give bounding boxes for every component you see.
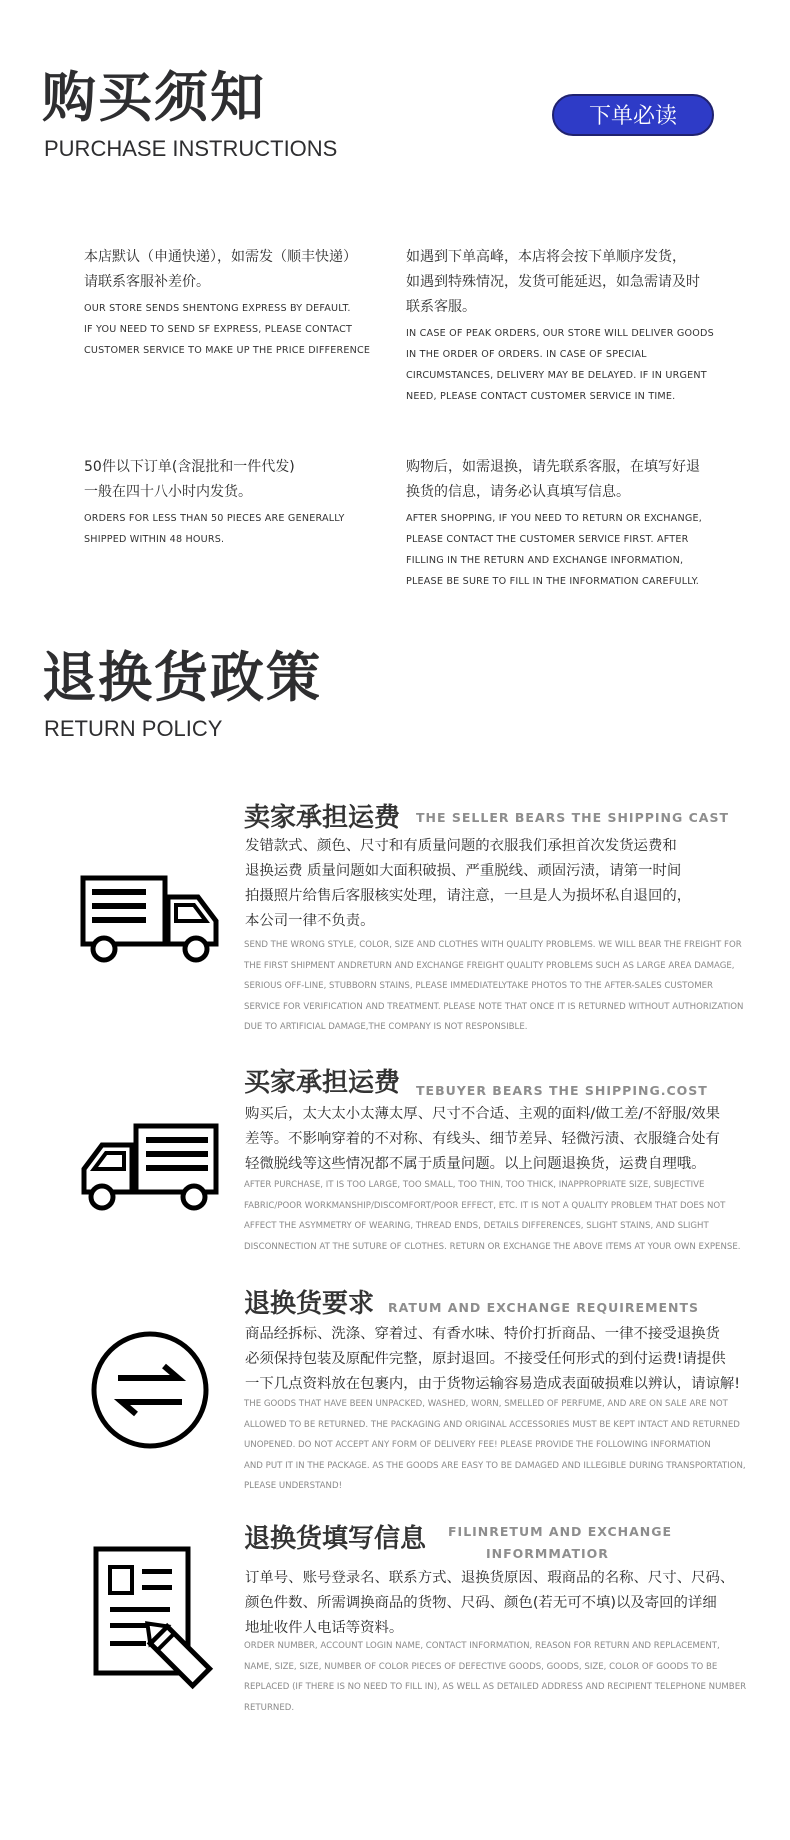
policy-en-line: ALLOWED TO BE RETURNED. THE PACKAGING AND ORIGINAL ACCESSORIES MUST BE KEPT INTACT AND RETURNED <box>244 1419 740 1430</box>
policy-cn-line: 一下几点资料放在包裹内，由于货物运输容易造成表面破损难以辨认，请谅解! <box>245 1376 741 1392</box>
policy-title-en: RATUM AND EXCHANGE REQUIREMENTS <box>388 1300 700 1315</box>
policy-en-line: THE GOODS THAT HAVE BEEN UNPACKED, WASHED, WORN, SMELLED OF PERFUME, AND ARE ON SALE ARE NOT <box>244 1399 728 1409</box>
policy-en-line: SERIOUS OFF-LINE, STUBBORN STAINS, PLEASE IMMEDIATELYTAKE PHOTOS TO THE AFTER-SALES CUSTOMER <box>244 981 714 991</box>
instruction-en-line: ORDERS FOR LESS THAN 50 PIECES ARE GENERALLY <box>84 513 345 524</box>
policy-cn-line: 差等。不影响穿着的不对称、有线头、细节差异、轻微污渍、衣服缝合处有 <box>245 1131 720 1147</box>
policy-en-text <box>244 1394 746 1497</box>
instruction-en-line: OUR STORE SENDS SHENTONG EXPRESS BY DEFAULT. <box>84 303 351 314</box>
instruction-cn-line: 换货的信息，请务必认真填写信息。 <box>406 484 630 500</box>
policy-cn-text <box>245 834 691 934</box>
policy-title-en: THE SELLER BEARS THE SHIPPING CAST <box>416 810 730 825</box>
page-title: 购买须知 <box>42 66 266 129</box>
policy-cn-line: 发错款式、颜色、尺寸和有质量问题的衣服我们承担首次发货运费和 <box>245 838 677 854</box>
policy-cn-line: 轻微脱线等这些情况都不属于质量问题。以上问题退换货，运费自理哦。 <box>245 1156 706 1172</box>
delivery-truck-icon <box>80 875 220 965</box>
policy-en-line: RETURNED. <box>244 1702 295 1713</box>
instruction-en-line: PLEASE CONTACT THE CUSTOMER SERVICE FIRST. AFTER <box>406 534 689 545</box>
policy-title-en: TEBUYER BEARS THE SHIPPING.COST <box>416 1083 708 1098</box>
policy-title: 退换货填写信息 <box>244 1524 427 1554</box>
policy-en-line: DUE TO ARTIFICIAL DAMAGE,THE COMPANY IS NOT RESPONSIBLE. <box>244 1022 528 1032</box>
form-pencil-icon <box>92 1545 214 1693</box>
policy-cn-line: 本公司一律不负责。 <box>245 913 375 929</box>
policy-en-line: NAME, SIZE, SIZE, NUMBER OF COLOR PIECES OF DEFECTIVE GOODS, GOODS, SIZE, COLOR OF GOODS TO BE <box>244 1661 718 1672</box>
policy-cn-text <box>245 1322 740 1397</box>
instruction-en-line: IF YOU NEED TO SEND SF EXPRESS, PLEASE CONTACT <box>84 324 353 335</box>
policy-cn-line: 地址收件人电话等资料。 <box>245 1620 404 1636</box>
policy-en-line: DISCONNECTION AT THE SUTURE OF CLOTHES. RETURN OR EXCHANGE THE ABOVE ITEMS AT YOUR OWN EXPENSE. <box>244 1241 741 1252</box>
exchange-arrows-icon <box>90 1330 210 1450</box>
policy-cn-line: 退换运费 质量问题如大面积破损、严重脱线、顽固污渍，请第一时间 <box>245 863 682 879</box>
policy-en-line: ORDER NUMBER, ACCOUNT LOGIN NAME, CONTACT INFORMATION, REASON FOR RETURN AND REPLACEMENT, <box>244 1641 720 1651</box>
instruction-block-1 <box>84 245 376 361</box>
instruction-en-line: AFTER SHOPPING, IF YOU NEED TO RETURN OR EXCHANGE, <box>406 513 702 524</box>
policy-cn-line: 必须保持包装及原配件完整，原封退回。不接受任何形式的到付运费!请提供 <box>245 1351 726 1367</box>
policy-cn-line: 订单号、账号登录名、联系方式、退换货原因、瑕商品的名称、尺寸、尺码、 <box>245 1570 735 1586</box>
policy-title: 卖家承担运费 <box>244 803 401 833</box>
policy-en-line: AFFECT THE ASYMMETRY OF WEARING, THREAD ENDS, DETAILS DIFFERENCES, SLIGHT STAINS, AND SLIGHT <box>244 1221 709 1231</box>
policy-cn-text <box>245 1102 720 1177</box>
instruction-cn-line: 如遇到特殊情况，发货可能延迟，如急需请及时 <box>406 274 700 290</box>
policy-title-en: INFORMMATIOR <box>486 1546 609 1561</box>
instruction-en-line: SHIPPED WITHIN 48 HOURS. <box>84 534 225 545</box>
policy-title: 买家承担运费 <box>244 1068 401 1098</box>
instruction-en-line: IN CASE OF PEAK ORDERS, OUR STORE WILL DELIVER GOODS <box>406 328 714 339</box>
policy-title-en: FILINRETUM AND EXCHANGE <box>448 1524 673 1539</box>
must-read-button[interactable]: 下单必读 <box>552 94 714 136</box>
policy-en-text <box>244 1175 741 1257</box>
policy-en-line: THE FIRST SHIPMENT ANDRETURN AND EXCHANGE FREIGHT QUALITY PROBLEMS SUCH AS LARGE AREA DAMAGE, <box>244 960 735 971</box>
instruction-en-line: CIRCUMSTANCES, DELIVERY MAY BE DELAYED. IF IN URGENT <box>406 370 707 381</box>
return-policy-title: 退换货政策 <box>42 646 322 709</box>
instruction-cn-line: 本店默认（申通快递），如需发（顺丰快递） <box>84 249 357 265</box>
instruction-block-2 <box>406 245 714 407</box>
policy-en-line: AFTER PURCHASE, IT IS TOO LARGE, TOO SMALL, TOO THIN, TOO THICK, INAPPROPRIATE SIZE, SUBJECTIVE <box>244 1180 705 1190</box>
policy-cn-line: 购买后，太大太小太薄太厚、尺寸不合适、主观的面料/做工差/不舒服/效果 <box>245 1106 721 1122</box>
instruction-block-3 <box>84 455 376 550</box>
cargo-truck-icon <box>80 1123 220 1213</box>
instruction-block-4 <box>406 455 702 592</box>
policy-en-text <box>244 1636 746 1718</box>
policy-en-line: FABRIC/POOR WORKMANSHIP/DISCOMFORT/POOR EFFECT, ETC. IT IS NOT A QUALITY PROBLEM THAT DOES NOT <box>244 1200 726 1211</box>
instruction-en-line: IN THE ORDER OF ORDERS. IN CASE OF SPECIAL <box>406 349 647 360</box>
instruction-en-line: FILLING IN THE RETURN AND EXCHANGE INFORMATION, <box>406 555 684 566</box>
return-policy-subtitle: RETURN POLICY <box>44 716 223 741</box>
policy-en-line: PLEASE UNDERSTAND! <box>244 1481 343 1491</box>
policy-cn-line: 颜色件数、所需调换商品的货物、尺码、颜色(若无可不填)以及寄回的详细 <box>245 1595 717 1611</box>
page-subtitle: PURCHASE INSTRUCTIONS <box>44 136 338 161</box>
instruction-cn-line: 联系客服。 <box>406 299 476 315</box>
policy-en-text <box>244 935 743 1038</box>
instruction-en-line: CUSTOMER SERVICE TO MAKE UP THE PRICE DIFFERENCE <box>84 345 371 356</box>
instruction-cn-line: 请联系客服补差价。 <box>84 274 210 290</box>
policy-en-line: UNOPENED. DO NOT ACCEPT ANY FORM OF DELIVERY FEE! PLEASE PROVIDE THE FOLLOWING INFORMATION <box>244 1440 711 1450</box>
instruction-cn-line: 购物后，如需退换，请先联系客服，在填写好退 <box>406 459 700 475</box>
policy-en-line: AND PUT IT IN THE PACKAGE. AS THE GOODS ARE EASY TO BE DAMAGED AND ILLEGIBLE DURING TRANSPORTATION, <box>244 1460 746 1471</box>
instruction-cn-line: 50件以下订单(含混批和一件代发) <box>84 459 295 475</box>
instruction-en-line: PLEASE BE SURE TO FILL IN THE INFORMATION CAREFULLY. <box>406 576 699 587</box>
instruction-cn-line: 一般在四十八小时内发货。 <box>84 484 252 500</box>
policy-en-line: REPLACED (IF THERE IS NO NEED TO FILL IN), AS WELL AS DETAILED ADDRESS AND RECIPIENT TELEPHONE NUMBER <box>244 1682 747 1692</box>
policy-en-line: SERVICE FOR VERIFICATION AND TREATMENT. PLEASE NOTE THAT ONCE IT IS RETURNED WITHOUT AUTHORIZATION <box>244 1001 744 1012</box>
policy-title: 退换货要求 <box>244 1289 375 1319</box>
policy-cn-line: 拍摄照片给售后客服核实处理，请注意，一旦是人为损坏私自退回的， <box>245 888 692 904</box>
instruction-en-line: NEED, PLEASE CONTACT CUSTOMER SERVICE IN TIME. <box>406 391 676 402</box>
policy-en-line: SEND THE WRONG STYLE, COLOR, SIZE AND CLOTHES WITH QUALITY PROBLEMS. WE WILL BEAR THE FREIGHT FOR <box>244 940 742 950</box>
policy-cn-text <box>245 1566 734 1641</box>
instruction-cn-line: 如遇到下单高峰，本店将会按下单顺序发货， <box>406 249 686 265</box>
policy-cn-line: 商品经拆标、洗涤、穿着过、有香水味、特价打折商品、一律不接受退换货 <box>245 1326 720 1342</box>
